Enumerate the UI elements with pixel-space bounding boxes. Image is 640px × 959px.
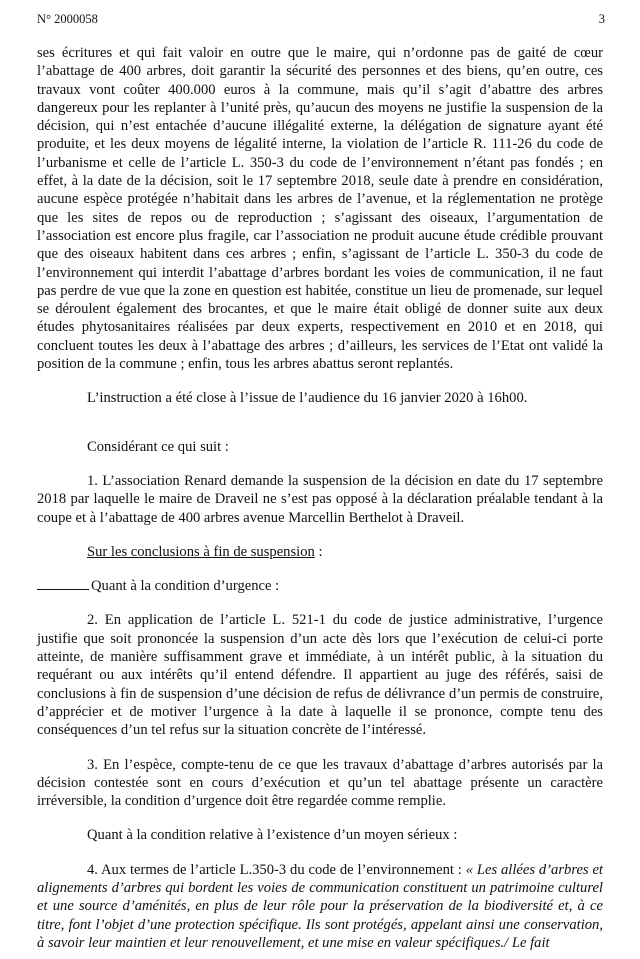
paragraph-1: 1. L’association Renard demande la suspension de la décision en date du 17 septembre 2018 par laquelle le maire de Draveil ne s’est pas opposé à la déclaration préalable tendant à la coupe et à l’abattage de 400 arbres avenue Marcellin Berthelot à Draveil. <box>37 472 603 526</box>
underline-blank <box>37 577 89 590</box>
case-number: N° 2000058 <box>37 12 98 26</box>
paragraph-4-quote: « Les allées d’arbres et alignements d’arbres qui bordent les voies de communication constituent un patrimoine culturel et une source d’aménités, en plus de leur rôle pour la préservation de la biodiversité et, à ce titre, font l’objet d’une protection spécifique. Ils sont protégés, appelant ainsi une conservation, à savoir leur maintien et leur renouvellement, et une mise en valeur spécifiques./ Le fait <box>37 861 603 951</box>
page-number: 3 <box>598 12 605 26</box>
paragraph-4 <box>37 861 603 952</box>
paragraph-3: 3. En l’espèce, compte-tenu de ce que les travaux d’abattage d’arbres autorisés par la décision contestée sont en cours d’exécution et qu’un tel abattage présente un caractère irréversible, la condition d’urgence doit être regardée comme remplie. <box>37 756 603 810</box>
paragraph-commune-arguments: ses écritures et qui fait valoir en outre que le maire, qui n’ordonne pas de gaité de cœur l’abattage de 400 arbres, doit garantir la sécurité des personnes et des biens, qu’en outre, ces travaux vont coûter 400.000 euros à la commune, mais qu’il s’agit d’abattre des arbres dangereux pour les replanter à l’unité près, qu’aucun des moyens ne justifie la suspension de la décision, qui n’est entachée d’aucune illégalité externe, la délégation de signature ayant été produite, et les deux moyens de légalité interne, la violation de l’article R. 111-26 du code de l’urbanisme et celle de l’article L. 350-3 du code de l’environnement n’étant pas fondés ; en effet, à la date de la décision, soit le 17 septembre 2018, seule date à prendre en considération, aucune espèce protégée n’habitait dans les arbres de l’avenue, et la réglementation ne protège que les sites de repos ou de reproduction ; s’agissant des oiseaux, l’argumentation de l’association est encore plus fragile, car l’association ne produit aucune étude crédible prouvant que des oiseaux habitent dans ces arbres ; enfin, s’agissant de l’article L. 350-3 du code de l’environnement qui interdit l’abattage d’arbres bordant les voies de communication, il ne faut pas perdre de vue que la zone en question est habitée, constitue un lieu de promenade, sur lequel se déroulent également des brocantes, et que le maire était obligé de donner suite aux deux études phytosanitaires réalisées par deux experts, respectivement en 2010 et en 2018, qui concluent toutes les deux à l’abattage des arbres ; d’ailleurs, les services de l’Etat ont validé la position de la commune ; enfin, tous les arbres abattus seront replantés. <box>37 45 603 373</box>
paragraph-4-lead: 4. Aux termes de l’article L.350-3 du code de l’environnement : <box>87 861 466 878</box>
paragraph-2: 2. En application de l’article L. 521-1 du code de justice administrative, l’urgence justifie que soit prononcée la suspension d’un acte dès lors que l’exécution de celui-ci porte atteinte, de manière suffisamment grave et immédiate, à un intérêt public, à la situation du requérant ou aux intérêts qu’il entend défendre. Il appartient au juge des référés, saisi de conclusions à fin de suspension d’une décision de refus de délivrance d’un permis de construire, d’apprécier et de motiver l’urgence à la date à laquelle il se prononce, compte tenu des conséquences d’un tel refus sur la situation concrète de l’intéressé. <box>37 612 603 739</box>
heading-urgency <box>37 577 603 595</box>
heading-suspension-text: Sur les conclusions à fin de suspension <box>87 543 315 560</box>
heading-urgency-text: Quant à la condition d’urgence : <box>91 578 280 595</box>
heading-suspension-colon: : <box>314 543 323 560</box>
paragraph-instruction-closed: L’instruction a été close à l’issue de l’audience du 16 janvier 2020 à 16h00. <box>87 390 528 407</box>
heading-serious-means: Quant à la condition relative à l’existence d’un moyen sérieux : <box>87 827 458 844</box>
heading-suspension <box>37 543 603 561</box>
paragraph-considering: Considérant ce qui suit : <box>87 438 229 455</box>
page-header <box>37 12 605 30</box>
document-body <box>37 44 603 952</box>
